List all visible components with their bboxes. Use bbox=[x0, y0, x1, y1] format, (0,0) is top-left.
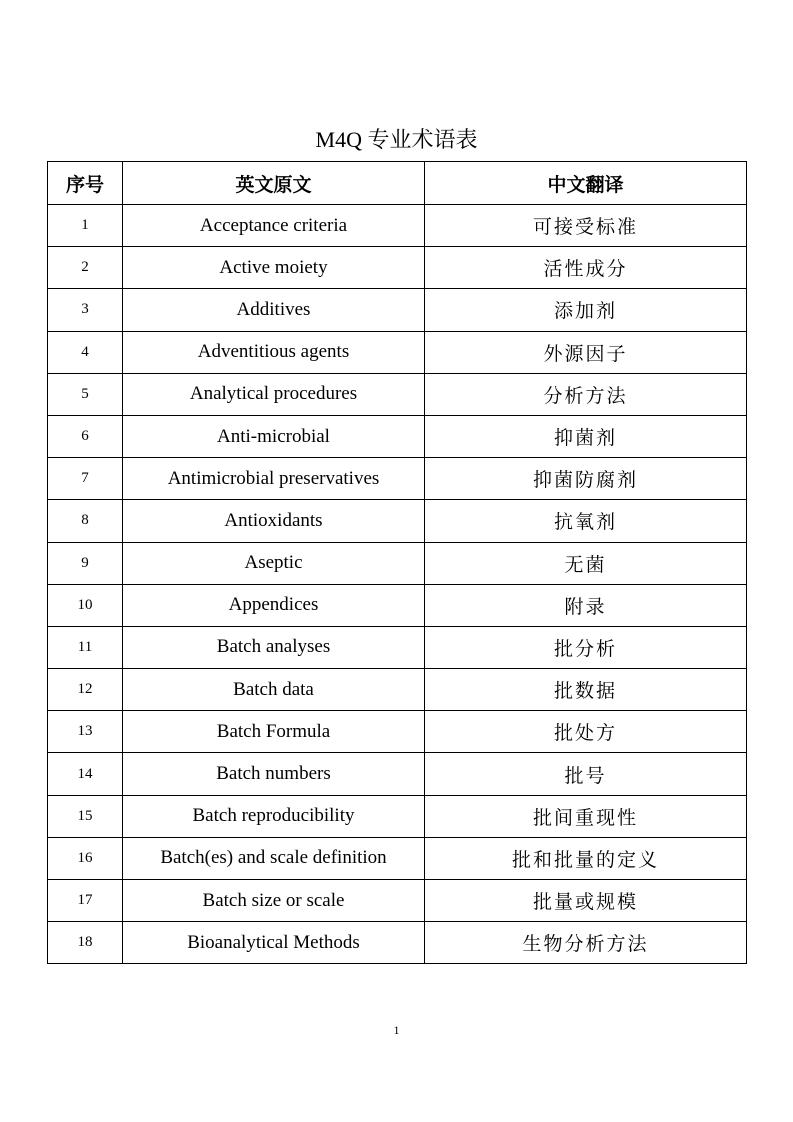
chinese-term-cell: 抑菌剂 bbox=[425, 415, 747, 457]
english-term-cell: Active moiety bbox=[123, 247, 425, 289]
row-number-cell: 13 bbox=[48, 711, 123, 753]
chinese-term-cell: 分析方法 bbox=[425, 373, 747, 415]
table-row bbox=[48, 458, 747, 500]
row-number-cell: 3 bbox=[48, 289, 123, 331]
english-term-cell: Bioanalytical Methods bbox=[123, 922, 425, 964]
chinese-term-cell: 无菌 bbox=[425, 542, 747, 584]
row-number-cell: 2 bbox=[48, 247, 123, 289]
table-row bbox=[48, 415, 747, 457]
row-number-cell: 11 bbox=[48, 626, 123, 668]
english-term-cell: Batch data bbox=[123, 669, 425, 711]
english-term-cell: Batch analyses bbox=[123, 626, 425, 668]
chinese-term-cell: 批和批量的定义 bbox=[425, 837, 747, 879]
header-chinese: 中文翻译 bbox=[425, 162, 747, 205]
english-term-cell: Batch Formula bbox=[123, 711, 425, 753]
english-term-cell: Analytical procedures bbox=[123, 373, 425, 415]
chinese-term-cell: 抗氧剂 bbox=[425, 500, 747, 542]
row-number-cell: 18 bbox=[48, 922, 123, 964]
row-number-cell: 12 bbox=[48, 669, 123, 711]
english-term-cell: Anti-microbial bbox=[123, 415, 425, 457]
table-header bbox=[48, 162, 747, 205]
row-number-cell: 10 bbox=[48, 584, 123, 626]
chinese-term-cell: 批分析 bbox=[425, 626, 747, 668]
chinese-term-cell: 批间重现性 bbox=[425, 795, 747, 837]
chinese-term-cell: 外源因子 bbox=[425, 331, 747, 373]
english-term-cell: Batch size or scale bbox=[123, 880, 425, 922]
row-number-cell: 15 bbox=[48, 795, 123, 837]
english-term-cell: Batch reproducibility bbox=[123, 795, 425, 837]
chinese-term-cell: 批数据 bbox=[425, 669, 747, 711]
table-row bbox=[48, 626, 747, 668]
english-term-cell: Appendices bbox=[123, 584, 425, 626]
header-row bbox=[48, 162, 747, 205]
row-number-cell: 14 bbox=[48, 753, 123, 795]
table-row bbox=[48, 753, 747, 795]
chinese-term-cell: 附录 bbox=[425, 584, 747, 626]
row-number-cell: 16 bbox=[48, 837, 123, 879]
row-number-cell: 7 bbox=[48, 458, 123, 500]
english-term-cell: Antimicrobial preservatives bbox=[123, 458, 425, 500]
table-row bbox=[48, 542, 747, 584]
row-number-cell: 8 bbox=[48, 500, 123, 542]
header-english: 英文原文 bbox=[123, 162, 425, 205]
row-number-cell: 17 bbox=[48, 880, 123, 922]
chinese-term-cell: 批号 bbox=[425, 753, 747, 795]
chinese-term-cell: 可接受标准 bbox=[425, 205, 747, 247]
page-number: 1 bbox=[393, 1023, 400, 1037]
table-row bbox=[48, 331, 747, 373]
table-row bbox=[48, 500, 747, 542]
row-number-cell: 6 bbox=[48, 415, 123, 457]
document-title: M4Q 专业术语表 bbox=[315, 127, 478, 152]
chinese-term-cell: 活性成分 bbox=[425, 247, 747, 289]
table-row bbox=[48, 247, 747, 289]
glossary-table bbox=[47, 161, 747, 964]
row-number-cell: 1 bbox=[48, 205, 123, 247]
table-row bbox=[48, 837, 747, 879]
table-row bbox=[48, 711, 747, 753]
english-term-cell: Adventitious agents bbox=[123, 331, 425, 373]
row-number-cell: 5 bbox=[48, 373, 123, 415]
table-row bbox=[48, 205, 747, 247]
table-row bbox=[48, 795, 747, 837]
english-term-cell: Aseptic bbox=[123, 542, 425, 584]
chinese-term-cell: 批处方 bbox=[425, 711, 747, 753]
table-row bbox=[48, 922, 747, 964]
chinese-term-cell: 批量或规模 bbox=[425, 880, 747, 922]
table-row bbox=[48, 289, 747, 331]
header-number: 序号 bbox=[48, 162, 123, 205]
english-term-cell: Batch(es) and scale definition bbox=[123, 837, 425, 879]
chinese-term-cell: 添加剂 bbox=[425, 289, 747, 331]
table-row bbox=[48, 880, 747, 922]
table-body bbox=[48, 205, 747, 964]
english-term-cell: Antioxidants bbox=[123, 500, 425, 542]
chinese-term-cell: 抑菌防腐剂 bbox=[425, 458, 747, 500]
table-row bbox=[48, 373, 747, 415]
row-number-cell: 4 bbox=[48, 331, 123, 373]
english-term-cell: Batch numbers bbox=[123, 753, 425, 795]
english-term-cell: Acceptance criteria bbox=[123, 205, 425, 247]
chinese-term-cell: 生物分析方法 bbox=[425, 922, 747, 964]
row-number-cell: 9 bbox=[48, 542, 123, 584]
table-row bbox=[48, 584, 747, 626]
table-row bbox=[48, 669, 747, 711]
english-term-cell: Additives bbox=[123, 289, 425, 331]
